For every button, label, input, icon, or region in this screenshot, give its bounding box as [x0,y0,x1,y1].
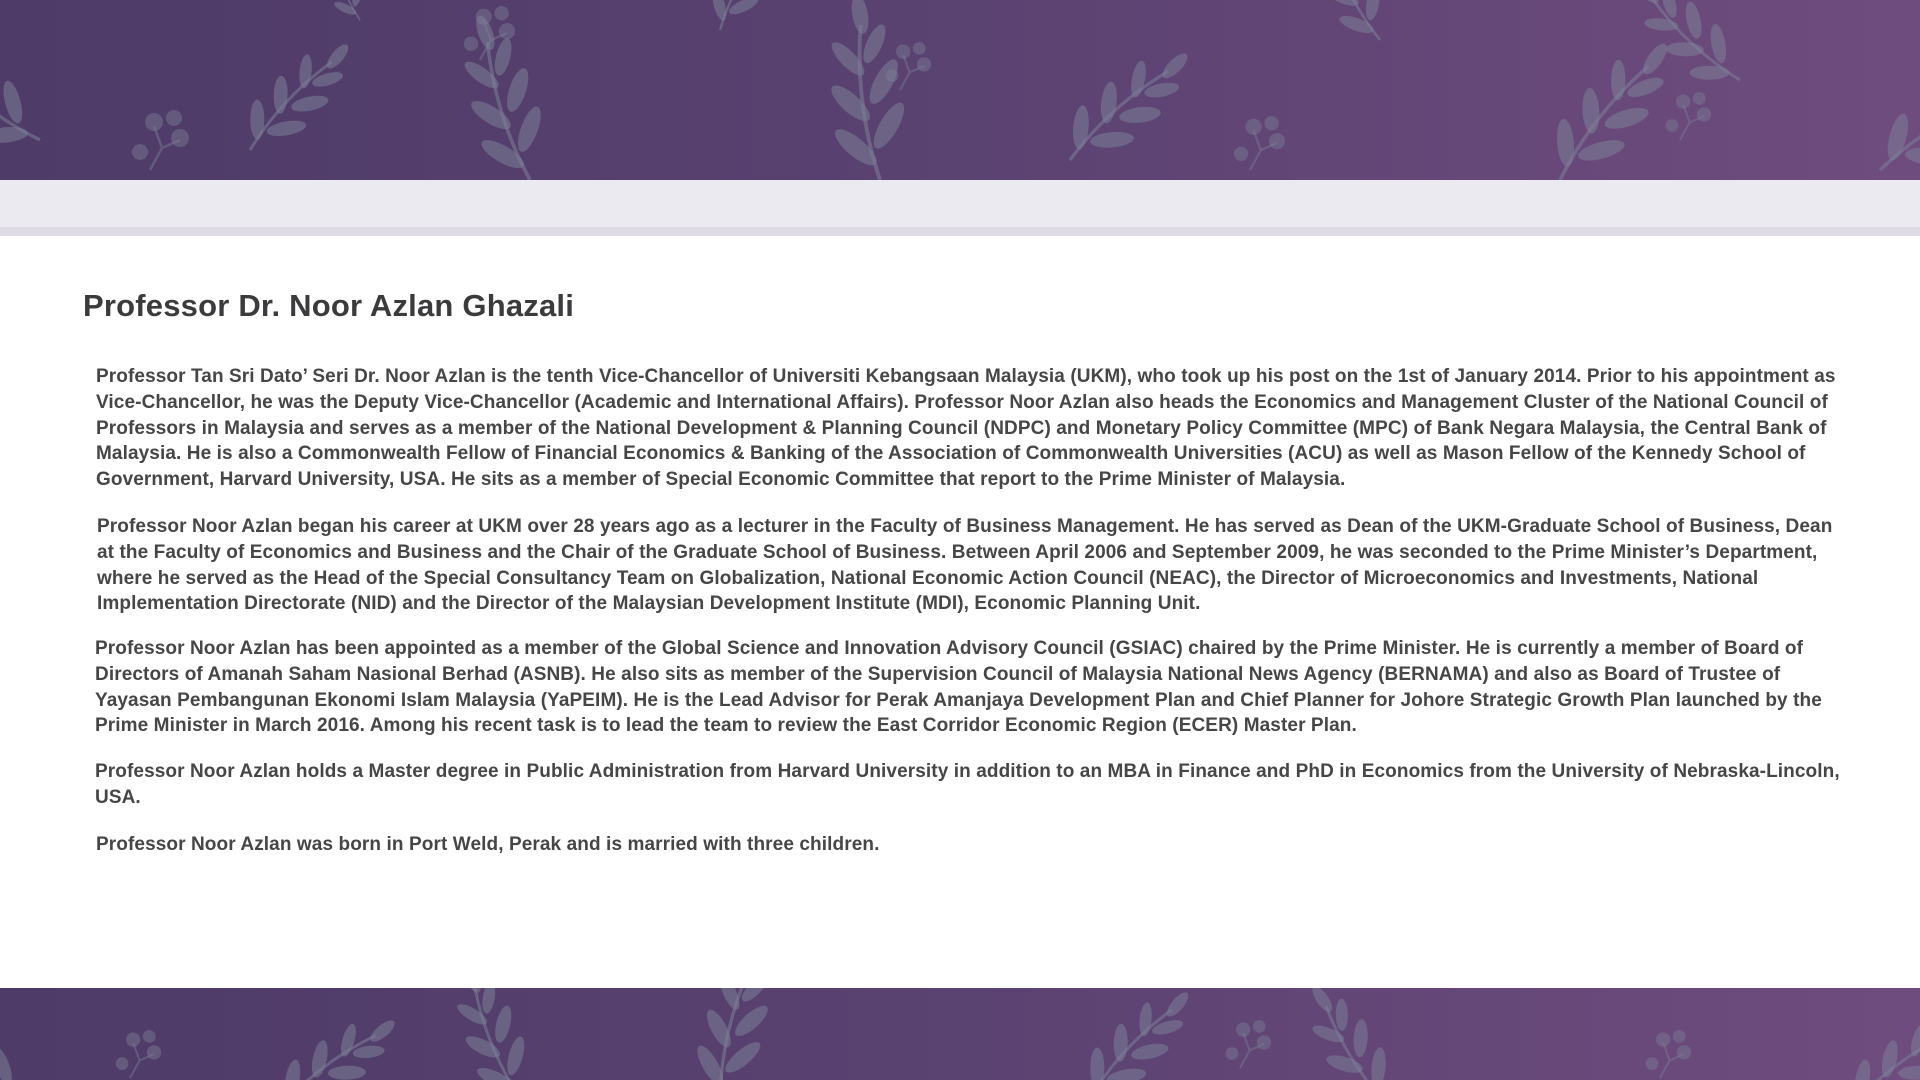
profile-content [0,236,1920,988]
divider [0,227,1920,236]
header-banner [0,0,1920,180]
bio-paragraph-4: Professor Noor Azlan holds a Master degree in Public Administration from Harvard University in addition to an MBA in Finance and PhD in Economics from the University of Nebraska-Lincoln, USA. [95,761,1840,808]
page-title: Professor Dr. Noor Azlan Ghazali [83,288,575,323]
bio-paragraph-1: Professor Tan Sri Dato’ Seri Dr. Noor Azlan is the tenth Vice-Chancellor of Universiti Kebangsaan Malaysia (UKM), who took up his post on the 1st of January 2014. Prior to his appointment as Vice-Chancellor, he was the Deputy Vice-Chancellor (Academic and International Affairs). Professor Noor Azlan also heads the Economics and Management Cluster of the National Council of Professors in Malaysia and serves as a member of the National Development & Planning Council (NDPC) and Monetary Policy Committee (MPC) of Bank Negara Malaysia, the Central Bank of Malaysia. He is also a Commonwealth Fellow of Financial Economics & Banking of the Association of Commonwealth Universities (ACU) as well as Mason Fellow of the Kennedy School of Government, Harvard University, USA. He sits as a member of Special Economic Committee that report to the Prime Minister of Malaysia. [96,366,1836,491]
sub-header-band [0,180,1920,227]
bio-paragraph-3: Professor Noor Azlan has been appointed as a member of the Global Science and Innovation Advisory Council (GSIAC) chaired by the Prime Minister. He is currently a member of Board of Directors of Amanah Saham Nasional Berhad (ASNB). He also sits as member of the Supervision Council of Malaysia National News Agency (BERNAMA) and also as Board of Trustee of Yayasan Pembangunan Ekonomi Islam Malaysia (YaPEIM). He is the Lead Advisor for Perak Amanjaya Development Plan and Chief Planner for Johore Strategic Growth Plan launched by the Prime Minister in March 2016. Among his recent task is to lead the team to review the East Corridor Economic Region (ECER) Master Plan. [95,638,1822,737]
footer-banner [0,988,1920,1080]
leaf-pattern-decoration [0,0,1920,180]
leaf-pattern-decoration [0,988,1920,1080]
bio-paragraph-2: Professor Noor Azlan began his career at UKM over 28 years ago as a lecturer in the Faculty of Business Management. He has served as Dean of the UKM-Graduate School of Business, Dean at the Faculty of Economics and Business and the Chair of the Graduate School of Business. Between April 2006 and September 2009, he was seconded to the Prime Minister’s Department, where he served as the Head of the Special Consultancy Team on Globalization, National Economic Action Council (NEAC), the Director of Microeconomics and Investments, National Implementation Directorate (NID) and the Director of the Malaysian Development Institute (MDI), Economic Planning Unit. [97,516,1833,615]
bio-paragraph-5: Professor Noor Azlan was born in Port Weld, Perak and is married with three children. [96,834,880,855]
